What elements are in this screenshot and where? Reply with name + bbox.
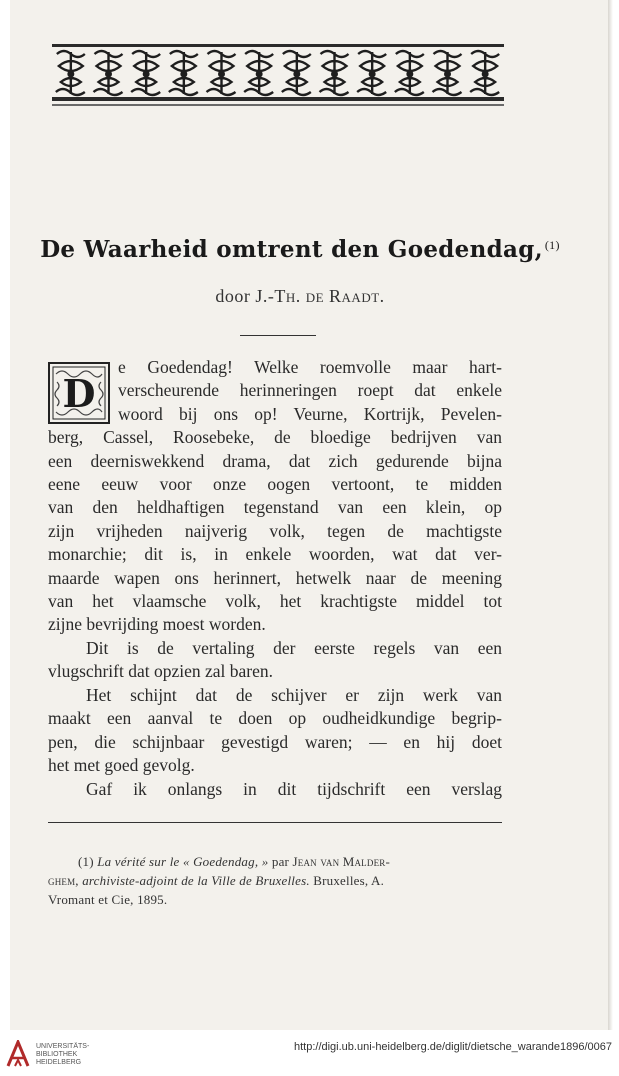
title-separator [240,335,316,336]
article-title: De Waarheid omtrent den Goedendag, $^{(1)}$ [40,236,560,263]
paragraph-1 [48,356,502,637]
byline [40,286,560,307]
text-line: pen, die schijnbaar gevestigd waren; — en hij doet [48,731,502,752]
footnote-separator [48,822,502,823]
paragraph-2 [48,637,502,684]
footnote-marker: (1) [78,854,94,869]
text-line: van den heldhaftigen tegenstand van een klein, op [48,497,502,518]
text-line: zijn vrijheden naijverig volk, tegen de machtigste [48,520,502,541]
footnote-cited-title: La vérité sur le « Goedendag, » [97,854,269,869]
paragraph-4 [48,778,502,801]
drop-cap-letter: D [62,371,96,416]
text-line: maarde wapen ons herinnert, hetwelk naar de meening [48,567,502,588]
text-line: monarchie; dit is, in enkele woorden, wat dat ver- [48,544,502,565]
ornament-underline [52,104,504,106]
paragraph-3 [48,684,502,778]
source-url-link[interactable]: http://digi.ub.uni-heidelberg.de/diglit/dietsche_warande1896/0067 [293,1041,612,1053]
text-line: woord bij ons op! Veurne, Kortrijk, Pevelen- [118,403,502,424]
text-line: Het schijnt dat de schijver er zijn werk van [86,685,502,705]
byline-prefix: door [215,286,251,306]
text-line: Gaf ik onlangs in dit tijdschrift een verslag [86,779,502,799]
text-line: een deerniswekkend drama, dat zich gedurende bijna [48,450,502,471]
decorative-ornament-band [52,44,504,102]
ornament-dot [406,71,413,78]
digitization-footer [0,1030,619,1076]
text-line: van het vlaamsche volk, het krachtigste middel tot [48,590,502,611]
footnote-line: Vromant et Cie, 1895. [48,892,168,907]
footnote-line: (1) La vérité sur le « Goedendag, » par Jean van Malder- [78,854,391,869]
ornament-dot [143,71,150,78]
ornament-dot [180,71,187,78]
ornament-dot [256,71,263,78]
ornament-dot [369,71,376,78]
ornament-dot [218,71,225,78]
text-line: Dit is de vertaling der eerste regels van een [86,638,502,658]
text-line: verscheurende herinneringen roept dat enkele [118,380,502,401]
ornament-dot [444,71,451,78]
text-line: het met goed gevolg. [48,755,195,776]
footnote-author: Jean van Malder- [292,854,391,869]
page-edge-shadow [608,0,613,1030]
footnote [48,852,502,909]
text-line: eene eeuw voor onze oogen vertoont, te midden [48,473,502,494]
byline-author: J.-Th. de Raadt. [255,286,385,306]
footnote-line: ghem, archiviste-adjoint de la Ville de Bruxelles. Bruxelles, A. [48,873,385,888]
title-footnote-marker: (1) [544,238,560,252]
ornament-dot [293,71,300,78]
text-line: e Goedendag! Welke roemvolle maar hart- [118,357,502,377]
ornament-dot [67,71,74,78]
ornament-dot [331,71,338,78]
text-line: maakt een aanval te doen op oudheidkundige begrip- [48,708,502,729]
ornament-dot [105,71,112,78]
text-line: vlugschrift dat opzien zal baren. [48,661,273,682]
text-line: zijne bevrijding moest worden. [48,614,266,635]
university-library-logo-icon [6,1040,30,1068]
university-library-logo-text: UNIVERSITÄTS- BIBLIOTHEK HEIDELBERG [36,1043,90,1066]
text-line: berg, Cassel, Roosebeke, de bloedige bedrijven van [48,427,502,448]
ornament-dot [482,71,489,78]
